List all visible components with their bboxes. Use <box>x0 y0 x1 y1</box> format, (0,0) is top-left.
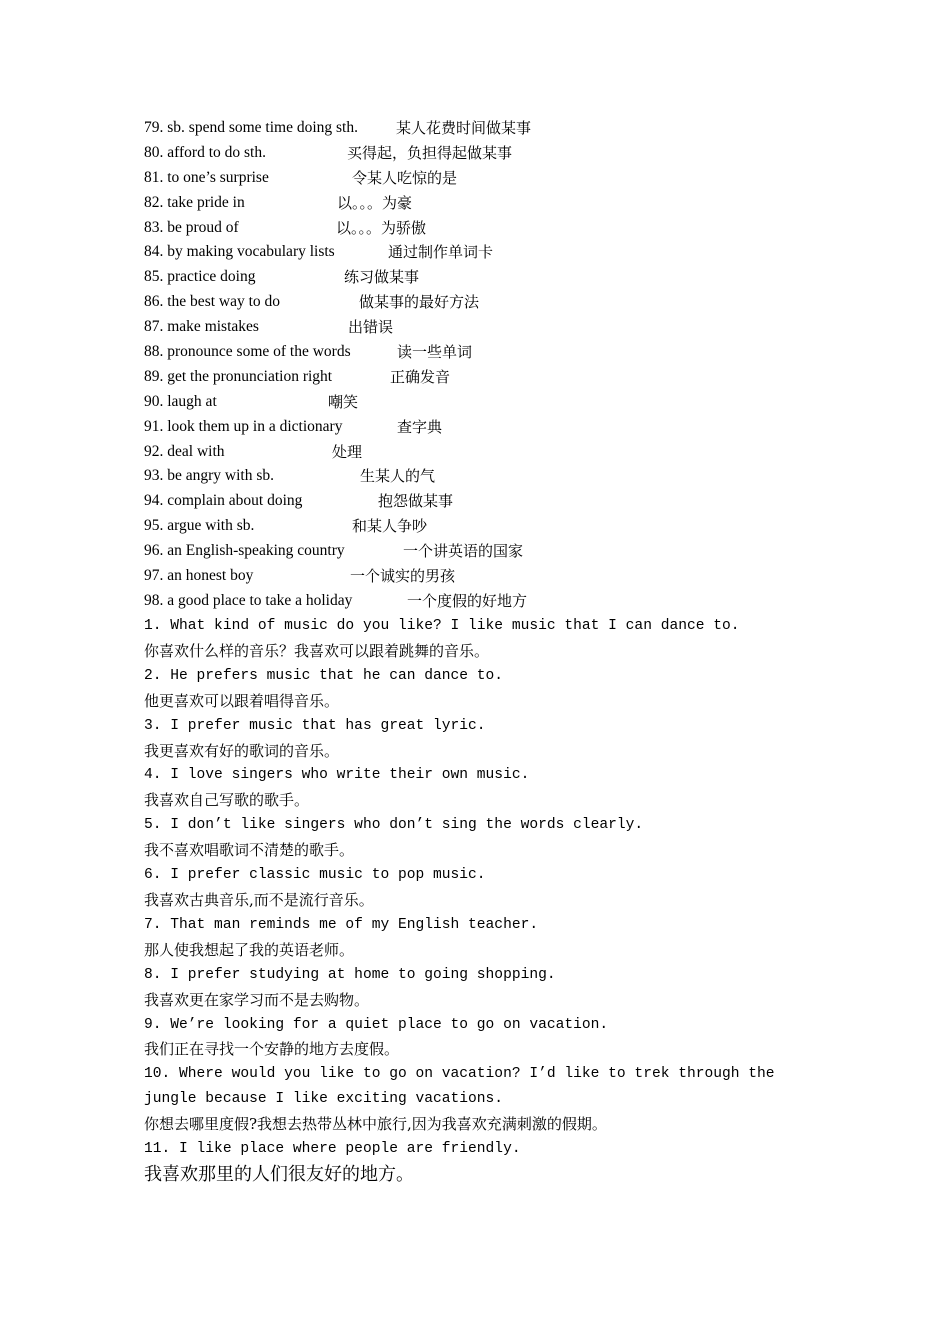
phrase-item <box>144 539 844 564</box>
phrase-chinese: 读一些单词 <box>397 343 473 362</box>
sentence-chinese: 你想去哪里度假?我想去热带丛林中旅行,因为我喜欢充满刺激的假期。 <box>144 1115 607 1134</box>
phrase-item <box>144 315 844 340</box>
phrase-chinese: 出错误 <box>348 318 394 337</box>
sentence-english: 5. I don’t like singers who don’t sing the words clearly. <box>144 817 644 834</box>
sentence-english: 11. I like place where people are friendly. <box>144 1141 521 1158</box>
sentence-chinese: 我们正在寻找一个安静的地方去度假。 <box>144 1040 400 1059</box>
phrase-item <box>144 340 844 365</box>
phrase-item <box>144 564 844 589</box>
sentence-chinese: 我喜欢那里的人们很友好的地方。 <box>144 1163 414 1185</box>
phrase-english: 91. look them up in a dictionary <box>144 417 343 435</box>
sentence-item <box>144 863 824 913</box>
phrase-chinese: 正确发音 <box>390 367 451 386</box>
phrase-item <box>144 216 844 241</box>
phrase-english: 95. argue with sb. <box>144 517 255 535</box>
phrase-english: 86. the best way to do <box>144 293 281 311</box>
phrase-chinese: 做某事的最好方法 <box>359 293 480 312</box>
sentence-english: 3. I prefer music that has great lyric. <box>144 717 486 734</box>
phrase-english: 87. make mistakes <box>144 318 259 336</box>
phrase-english: 89. get the pronunciation right <box>144 367 333 385</box>
sentence-item <box>144 614 824 664</box>
phrase-english: 94. complain about doing <box>144 492 303 510</box>
sentence-item <box>144 1137 824 1188</box>
sentence-item <box>144 714 824 764</box>
phrase-english: 96. an English-speaking country <box>144 542 345 560</box>
phrase-chinese: 以。。。为豪 <box>337 193 413 212</box>
sentence-item <box>144 1013 824 1063</box>
phrase-english: 88. pronounce some of the words <box>144 343 351 361</box>
phrase-chinese: 一个诚实的男孩 <box>350 567 456 586</box>
phrase-item <box>144 141 844 166</box>
sentence-english: 2. He prefers music that he can dance to. <box>144 667 504 684</box>
sentence-english: 9. We’re looking for a quiet place to go on vacation. <box>144 1016 609 1033</box>
phrase-item <box>144 415 844 440</box>
phrase-chinese: 抱怨做某事 <box>378 492 454 511</box>
phrase-item <box>144 191 844 216</box>
phrase-chinese: 嘲笑 <box>328 392 359 411</box>
phrase-chinese: 一个度假的好地方 <box>407 591 528 610</box>
phrase-item <box>144 365 844 390</box>
phrase-list <box>144 116 844 614</box>
phrase-item <box>144 166 844 191</box>
phrase-item <box>144 464 844 489</box>
phrase-item <box>144 440 844 465</box>
phrase-item <box>144 240 844 265</box>
phrase-english: 85. practice doing <box>144 268 256 286</box>
sentence-chinese: 那人使我想起了我的英语老师。 <box>144 940 355 959</box>
sentence-english: 7. That man reminds me of my English teacher. <box>144 916 539 933</box>
phrase-english: 82. take pride in <box>144 193 245 211</box>
phrase-item <box>144 116 844 141</box>
sentence-chinese: 我喜欢古典音乐,而不是流行音乐。 <box>144 890 374 909</box>
phrase-chinese: 以。。。为骄傲 <box>336 218 427 237</box>
sentence-chinese: 我喜欢更在家学习而不是去购物。 <box>144 990 370 1009</box>
phrase-chinese: 一个讲英语的国家 <box>403 542 524 561</box>
sentence-english: 1. What kind of music do you like? I like music that I can dance to. <box>144 618 740 634</box>
sentence-item <box>144 963 824 1013</box>
phrase-chinese: 处理 <box>332 442 363 461</box>
phrase-chinese: 通过制作单词卡 <box>388 243 494 262</box>
phrase-chinese: 练习做某事 <box>344 268 420 287</box>
sentence-english: 10. Where would you like to go on vacation? I’d like to trek through the jungle because I like exciting vacations. <box>144 1066 784 1108</box>
phrase-english: 90. laugh at <box>144 392 217 410</box>
phrase-chinese: 和某人争吵 <box>352 517 428 536</box>
phrase-item <box>144 290 844 315</box>
phrase-chinese: 买得起，负担得起做某事 <box>347 143 513 162</box>
phrase-english: 81. to one’s surprise <box>144 168 269 186</box>
phrase-item <box>144 514 844 539</box>
phrase-chinese: 令某人吃惊的是 <box>352 168 458 187</box>
sentence-item <box>144 813 824 863</box>
sentence-item <box>144 1062 824 1137</box>
sentence-chinese: 他更喜欢可以跟着唱得音乐。 <box>144 691 340 710</box>
sentence-english: 6. I prefer classic music to pop music. <box>144 867 486 884</box>
phrase-english: 84. by making vocabulary lists <box>144 243 335 261</box>
sentence-chinese: 我不喜欢唱歌词不清楚的歌手。 <box>144 841 355 860</box>
phrase-chinese: 某人花费时间做某事 <box>396 119 532 137</box>
phrase-item <box>144 489 844 514</box>
phrase-english: 98. a good place to take a holiday <box>144 591 353 609</box>
sentence-english: 4. I love singers who write their own music. <box>144 767 530 784</box>
phrase-english: 93. be angry with sb. <box>144 467 275 485</box>
phrase-item <box>144 589 844 614</box>
phrase-chinese: 查字典 <box>397 417 443 436</box>
sentence-chinese: 我更喜欢有好的歌词的音乐。 <box>144 741 340 760</box>
phrase-english: 97. an honest boy <box>144 567 254 585</box>
sentence-item <box>144 763 824 813</box>
phrase-english: 83. be proud of <box>144 218 239 236</box>
sentence-item <box>144 664 824 714</box>
phrase-chinese: 生某人的气 <box>360 467 436 486</box>
sentence-english: 8. I prefer studying at home to going shopping. <box>144 966 556 983</box>
sentence-chinese: 我喜欢自己写歌的歌手。 <box>144 791 310 810</box>
phrase-english: 92. deal with <box>144 442 225 460</box>
sentence-item <box>144 913 824 963</box>
sentence-list <box>144 614 824 1188</box>
sentence-chinese: 你喜欢什么样的音乐？我喜欢可以跟着跳舞的音乐。 <box>144 641 490 660</box>
phrase-item <box>144 265 844 290</box>
phrase-item <box>144 390 844 415</box>
phrase-english: 80. afford to do sth. <box>144 143 266 161</box>
phrase-english: 79. sb. spend some time doing sth. <box>144 119 358 136</box>
